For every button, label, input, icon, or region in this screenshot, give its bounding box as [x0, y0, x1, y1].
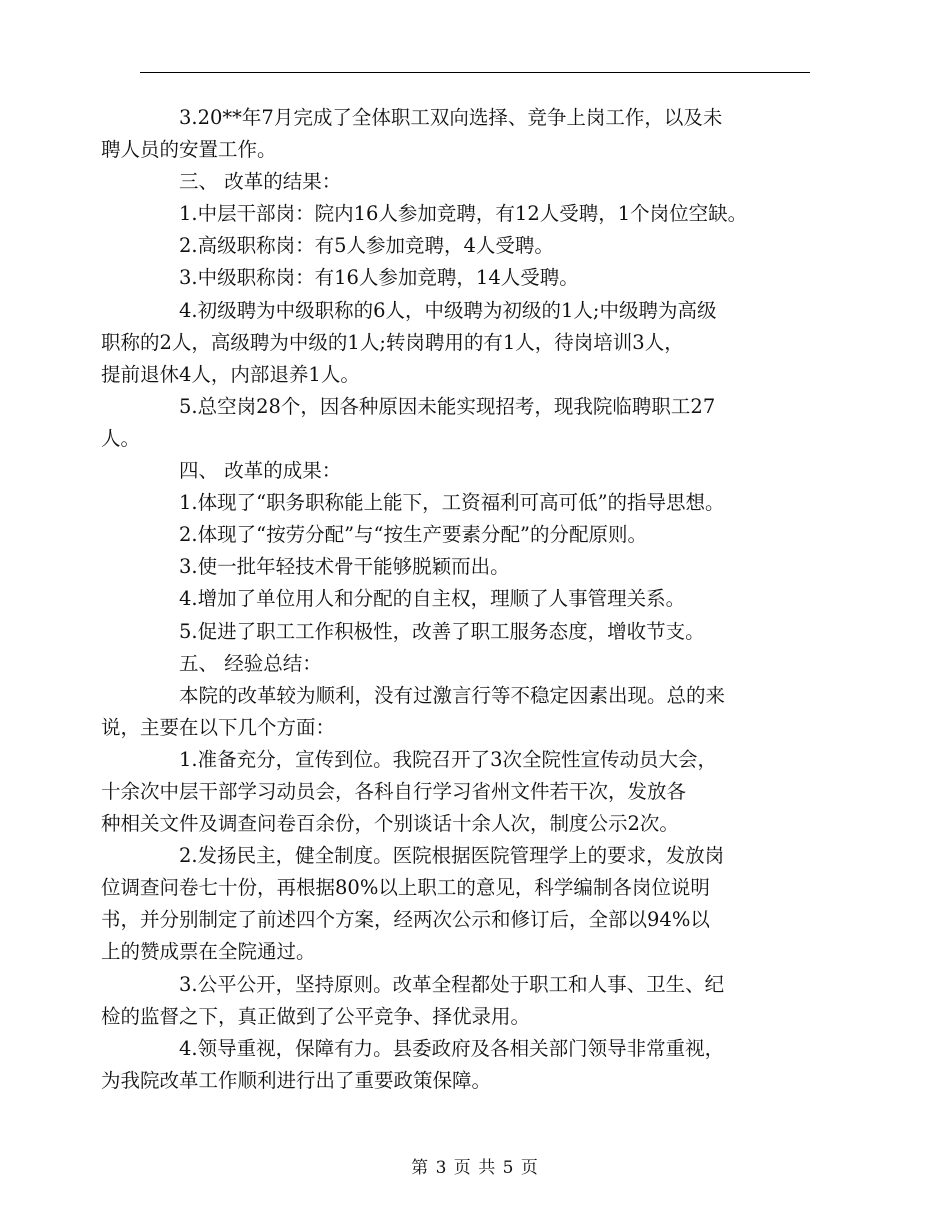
- paragraph-line: 五、 经验总结：: [179, 651, 322, 675]
- paragraph: [140, 551, 810, 583]
- paragraph-line: 提前退休4人，内部退养1人。: [101, 362, 360, 386]
- paragraph-line: 2.体现了“按劳分配”与“按生产要素分配”的分配原则。: [179, 523, 647, 547]
- paragraph: [140, 519, 810, 551]
- paragraph-line: 3.公平公开，坚持原则。改革全程都处于职工和人事、卫生、纪: [179, 972, 725, 996]
- paragraph: [140, 230, 810, 262]
- paragraph: [140, 198, 810, 230]
- paragraph: [140, 262, 810, 294]
- paragraph: [101, 295, 810, 391]
- paragraph: [140, 616, 810, 648]
- paragraph-line: 上的赞成票在全院通过。: [101, 940, 316, 964]
- paragraph-line: 1.准备充分，宣传到位。我院召开了3次全院性宣传动员大会，: [179, 747, 718, 771]
- paragraph-line: 4.领导重视，保障有力。县委政府及各相关部门领导非常重视，: [179, 1036, 725, 1060]
- paragraph-line: 种相关文件及调查问卷百余份，个别谈话十余人次，制度公示2次。: [101, 812, 679, 836]
- paragraph: [101, 969, 810, 1033]
- paragraph-line: 4.初级聘为中级职称的6人，中级聘为初级的1人;中级聘为高级: [179, 298, 717, 322]
- paragraph: [140, 166, 810, 198]
- paragraph: [140, 487, 810, 519]
- paragraph-line: 为我院改革工作顺利进行出了重要政策保障。: [101, 1068, 492, 1092]
- page-footer: 第 3 页 共 5 页: [411, 1158, 539, 1178]
- paragraph-line: 1.体现了“职务职称能上能下，工资福利可高可低”的指导思想。: [179, 491, 725, 515]
- paragraph: [101, 102, 810, 166]
- paragraph: [101, 391, 810, 455]
- paragraph-line: 人。: [101, 426, 141, 450]
- paragraph-line: 四、 改革的成果：: [179, 459, 342, 483]
- paragraph-line: 书，并分别制定了前述四个方案，经两次公示和修订后，全部以94%以: [101, 908, 710, 932]
- paragraph: [140, 648, 810, 680]
- paragraph-line: 说，主要在以下几个方面：: [101, 715, 336, 739]
- paragraph-line: 位调查问卷七十份，再根据80%以上职工的意见，科学编制各岗位说明: [101, 876, 710, 900]
- paragraph-line: 3.中级职称岗：有16人参加竞聘，14人受聘。: [179, 266, 579, 290]
- paragraph-line: 2.发扬民主，健全制度。医院根据医院管理学上的要求，发放岗: [179, 844, 725, 868]
- paragraph: [101, 744, 810, 840]
- header-rule: [140, 72, 810, 73]
- paragraph-line: 聘人员的安置工作。: [101, 138, 277, 162]
- paragraph-line: 三、 改革的结果：: [179, 170, 342, 194]
- paragraph-line: 4.增加了单位用人和分配的自主权，理顺了人事管理关系。: [179, 587, 686, 611]
- paragraph: [101, 840, 810, 968]
- paragraph-line: 职称的2人，高级聘为中级的1人;转岗聘用的有1人，待岗培训3人，: [101, 330, 684, 354]
- paragraph-line: 本院的改革较为顺利，没有过激言行等不稳定因素出现。总的来: [179, 683, 726, 707]
- paragraph-line: 检的监督之下，真正做到了公平竞争、择优录用。: [101, 1004, 531, 1028]
- paragraph: [140, 455, 810, 487]
- paragraph-line: 2.高级职称岗：有5人参加竞聘，4人受聘。: [179, 234, 554, 258]
- paragraph-line: 1.中层干部岗：院内16人参加竞聘，有12人受聘，1个岗位空缺。: [179, 202, 748, 226]
- paragraph-line: 5.促进了职工工作积极性，改善了职工服务态度，增收节支。: [179, 619, 705, 643]
- document-body: [101, 102, 810, 1097]
- paragraph-line: 5.总空岗28个，因各种原因未能实现招考，现我院临聘职工27: [179, 394, 716, 418]
- paragraph-line: 十余次中层干部学习动员会，各科自行学习省州文件若干次，发放各: [101, 779, 687, 803]
- paragraph: [140, 583, 810, 615]
- paragraph: [101, 1033, 810, 1097]
- paragraph: [101, 680, 810, 744]
- paragraph-line: 3.使一批年轻技术骨干能够脱颖而出。: [179, 555, 510, 579]
- paragraph-line: 3.20**年7月完成了全体职工双向选择、竞争上岗工作，以及未: [179, 106, 723, 129]
